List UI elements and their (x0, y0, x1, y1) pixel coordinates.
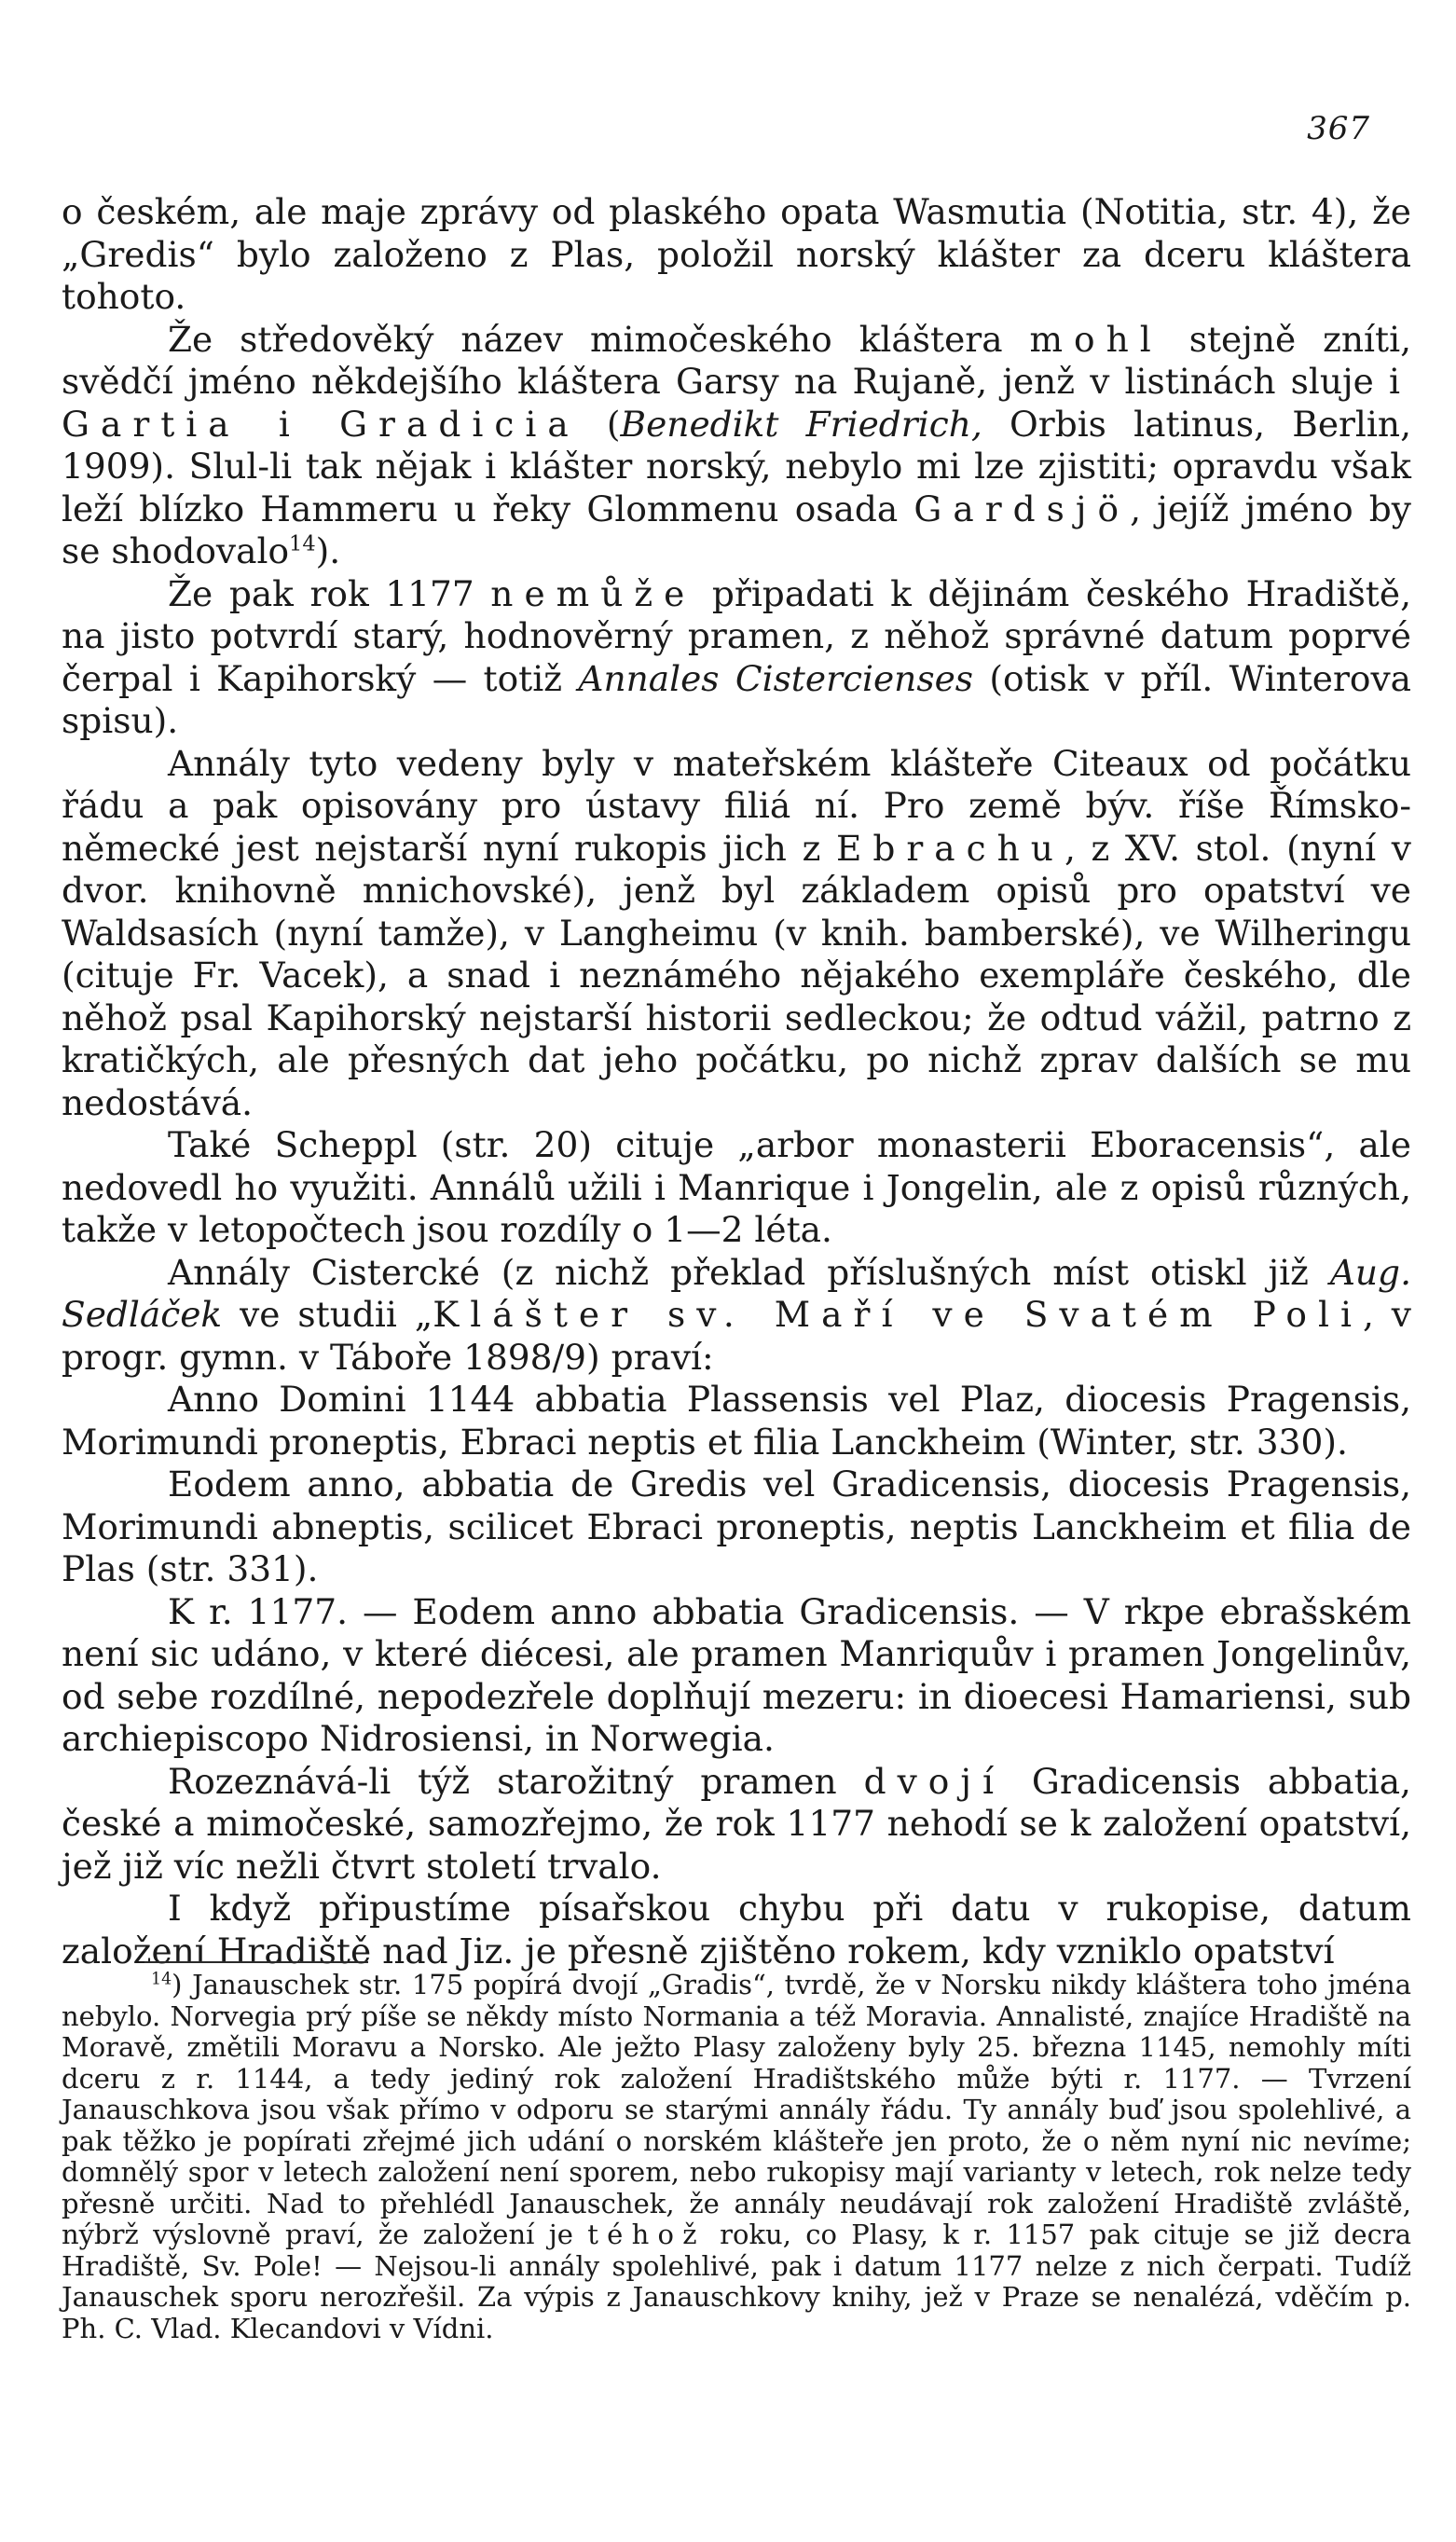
paragraph-1: o českém, ale maje zprávy od plaského opata Wasmutia (Notitia, str. 4), že „Gredis“ bylo založeno z Plas, položil norský klášter za dceru kláštera tohoto. (62, 191, 1411, 317)
emphasis-gardsjo: Gardsjö (913, 488, 1131, 529)
footnote-mark: 14 (151, 1970, 172, 1989)
paragraph-2-part-e: ( (579, 403, 621, 445)
paragraph-2-part-j: ). (315, 530, 341, 571)
paragraph-3-part-c: připadati k dějinám českého Hradiště, na jisto potvrdí starý, hodnověrný pramen, z něhož správné datum poprvé čerpal i Kapihorský — totiž (62, 572, 1411, 699)
emphasis-ebrachu: Ebrachu (835, 827, 1065, 869)
paragraph-5: Také Scheppl (str. 20) cituje „arbor monasterii Eboracensis“, ale nedovedl ho využiti. Annálů užili i Manrique i Jongelin, ale z opisů různých, takže v letopočtech jsou rozdíly o 1—2 léta. (62, 1124, 1411, 1250)
paragraph-10-part-c: Gradicensis abbatia, české a mimočeské, samozřejmo, že rok 1177 nehodí se k založení opatství, jež již víc nežli čtvrt století trvalo. (62, 1760, 1411, 1887)
paragraph-6 (62, 1252, 1411, 1380)
paragraph-6-part-a: Annály Cistercké (z nichž překlad příslušných míst otiskl již (168, 1251, 1330, 1293)
author-aug-sedlacek: Aug. Sedláček (62, 1251, 1411, 1335)
paragraph-2-part-i: , jejíž jméno by se shodovalo (62, 488, 1411, 571)
paragraph-2 (62, 319, 1411, 573)
emphasis-tehoz: téhož (587, 2219, 706, 2250)
paragraph-2-part-c: stejně zníti, svědčí jméno někdejšího kláštera Garsy na Rujaně, jenž v listinách sluje (62, 318, 1412, 402)
footnote-divider (144, 1961, 368, 1963)
footnote-14 (62, 1970, 1411, 2344)
emphasis-dvoji: dvojí (863, 1760, 1005, 1802)
footnote-part-c: roku, co Plasy, k r. 1157 pak cituje se již decra Hradiště, Sv. Pole! — Nejsou-li annály spolehlivé, pak i datum 1177 nelze z nich čerpati. Tudíž Janauschek sporu nerozřešil. Za výpis z Janauschkovy knihy, jež v Praze se nenalézá, vděčím p. Ph. C. Vlad. Klecandovi v Vídni. (62, 2219, 1411, 2344)
paragraph-8: Eodem anno, abbatia de Gredis vel Gradicensis, diocesis Pragensis, Morimundi abneptis, scilicet Ebraci proneptis, neptis Lanckheim et filia de Plas (str. 331). (62, 1463, 1411, 1589)
paragraph-10-part-a: Rozeznává-li týž starožitný pramen (168, 1760, 864, 1802)
paragraph-4 (62, 743, 1411, 1125)
paragraph-9: K r. 1177. — Eodem anno abbatia Gradicensis. — V rkpe ebrašském není sic udáno, v které diécesi, ale pramen Manriquův i pramen Jongelinův, od sebe rozdílné, nepodezřele doplňují mezeru: in dioecesi Hamariensi, sub archiepiscopo Nidrosiensi, in Norwegia. (62, 1590, 1411, 1759)
page-number: 367 (1307, 110, 1370, 147)
title-klaster-sv-mari: Klášter sv. Maří ve Svatém Poli (433, 1294, 1363, 1335)
footnote-part-a: ) Janauschek str. 175 popírá dvojí „Gradis“, tvrdě, že v Norsku nikdy kláštera toho jména nebylo. Norvegia prý píše se někdy místo Normania a též Moravia. Annalisté, znajíce Hradiště na Moravě, změtili Moravu a Norsko. Ale ježto Plasy založeny byly 25. března 1145, nemohly míti dceru z r. 1144, a tedy jediný rok založení Hradištského může býti r. 1177. — Tvrzení Janauschkova jsou však přímo v odporu se starými annály řádu. Ty annály buď jsou spolehlivé, a pak těžko je popírati zřejmé jich udání o norském klášteře jen proto, že o něm nyní nic nevíme; domnělý spor v letech založení není sporem, nebo rukopisy mají varianty v letech, rok nelze tedy přesně určiti. Nad to přehlédl Janauschek, že annály neudávají rok založení Hradiště zvláště, nýbrž výslovně praví, že založení je (62, 1969, 1411, 2250)
paragraph-2-part-g: Orbis latinus, Berlin, 1909). Slul-li tak nějak i klášter norský, nebylo mi lze zjistiti; opravdu však leží blízko Hammeru u řeky Glommenu osada (62, 403, 1411, 529)
paragraph-6-part-c: ve studii „ (222, 1294, 433, 1335)
emphasis-nemuze: nemůže (490, 572, 696, 614)
author-benedikt-friedrich: Benedikt Friedrich, (620, 403, 982, 445)
paragraph-3-part-e: (otisk v příl. Winterova spisu). (62, 657, 1412, 741)
paragraph-11: I když připustíme písařskou chybu při datu v rukopise, datum založení Hradiště nad Jiz. je přesně zjištěno rokem, kdy vzniklo opatství (62, 1888, 1411, 1972)
emphasis-gartia-gradicia: i Gartia i Gradicia (62, 361, 1411, 445)
title-annales-cistercienses: Annales Cistercienses (578, 657, 974, 699)
paragraph-3-part-a: Že pak rok 1177 (168, 572, 491, 614)
footnote-reference: 14 (289, 531, 316, 556)
paragraph-3 (62, 573, 1411, 743)
paragraph-6-part-e: , v progr. gymn. v Táboře 1898/9) praví: (62, 1294, 1411, 1378)
emphasis-mohl: mohl (1029, 318, 1162, 360)
paragraph-2-part-a: Že středověký název mimočeského kláštera (168, 318, 1030, 360)
paragraph-10 (62, 1761, 1411, 1889)
paragraph-4-part-a: Annály tyto vedeny byly v mateřském klášteře Citeaux od počátku řádu a pak opisovány pro ústavy filiá ní. Pro země býv. říše Římsko-německé jest nejstarší nyní rukopis jich z (62, 742, 1411, 869)
paragraph-4-part-c: , z XV. stol. (nyní v dvor. knihovně mnichovské), jenž byl základem opisů pro opatství ve Waldsasích (nyní tamže), v Langheimu (v knih. bamberské), ve Wilheringu (cituje Fr. Vacek), a snad i neznámého nějakého exempláře českého, dle něhož psal Kapihorský nejstarší historii sedleckou; že odtud vážil, patrno z kratičkých, ale přesných dat jeho počátku, po nichž zprav dalších se mu nedostává. (62, 827, 1411, 1123)
main-text (62, 191, 1411, 1972)
paragraph-7: Anno Domini 1144 abbatia Plassensis vel Plaz, diocesis Pragensis, Morimundi proneptis, Ebraci neptis et filia Lanckheim (Winter, str. 330). (62, 1379, 1411, 1463)
